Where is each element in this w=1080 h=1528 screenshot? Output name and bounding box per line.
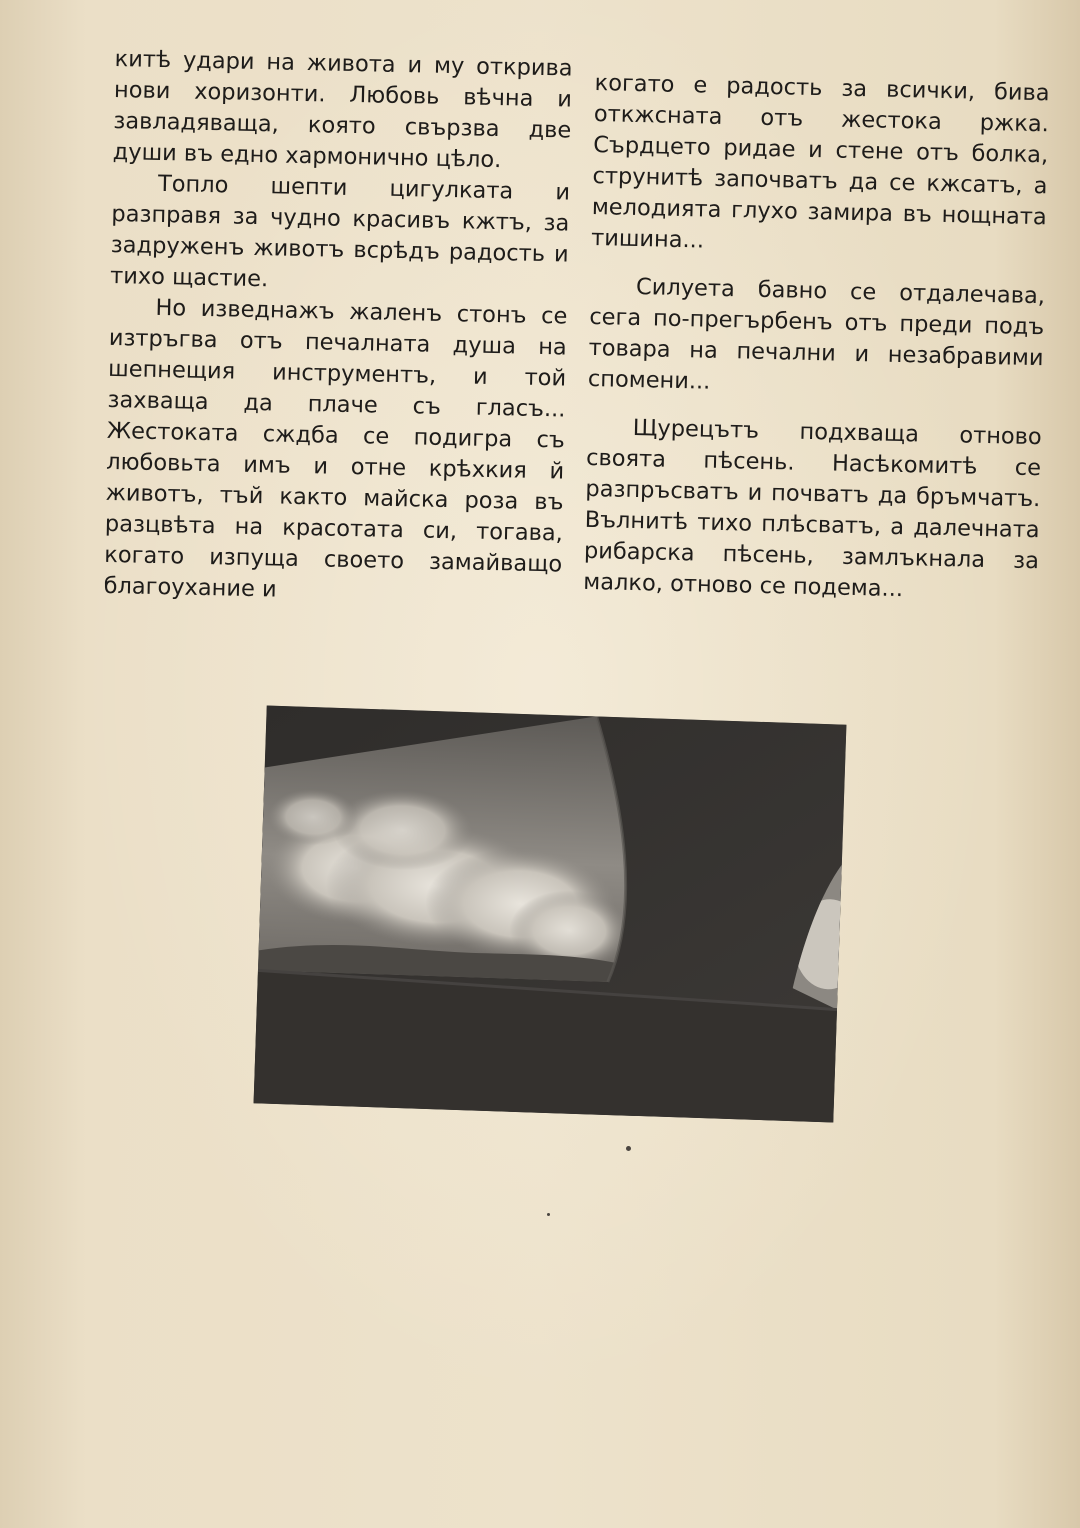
arched-window-clouds-photo-icon — [254, 705, 847, 1122]
ink-speck — [547, 1213, 550, 1216]
paragraph: Но изведнажъ жаленъ стонъ се изтръгва отъ печалната душа на шепнещия инструментъ, и той захваща да плаче съ гласъ... Жестоката сждба се подигра съ любовьта имъ и отне крѣхкия й животъ, тъй както майска роза въ разцвѣта на красотата си, тогава, когато изпуща своето замайващо благоухание и — [103, 294, 568, 603]
paragraph: когато е радость за всички, бива откжсната отъ жестока ржка. Сърдцето ридае и стене отъ болка, струнитѣ започватъ да се кжсатъ, а мелодията глухо замира въ нощната тишина... — [590, 69, 1050, 254]
paragraph: китѣ удари на живота и му открива нови хоризонти. Любовь вѣчна и завладяваща, която свързва две души въ едно хармонично цѣло. — [112, 45, 573, 174]
paragraph: Щурецътъ подхваща отново своята пѣсень. Насѣкомитѣ се разпръсватъ и почватъ да бръмчатъ. Вълнитѣ тихо плѣсватъ, а далечната рибарска пѣсень, замлъкнала за малко, отново се подема... — [583, 414, 1043, 603]
paragraph: Силуета бавно се отдалечава, сега по-прегърбенъ отъ преди подъ товара на печални и незабравими спомени... — [587, 273, 1046, 395]
ink-speck — [626, 1146, 631, 1151]
left-text-column — [103, 44, 573, 611]
paragraph: Топло шепти цигулката и разправя за чудно красивъ кжтъ, за задруженъ животъ всрѣдъ радость и тихо щастие. — [109, 170, 571, 293]
right-text-column — [583, 68, 1050, 608]
